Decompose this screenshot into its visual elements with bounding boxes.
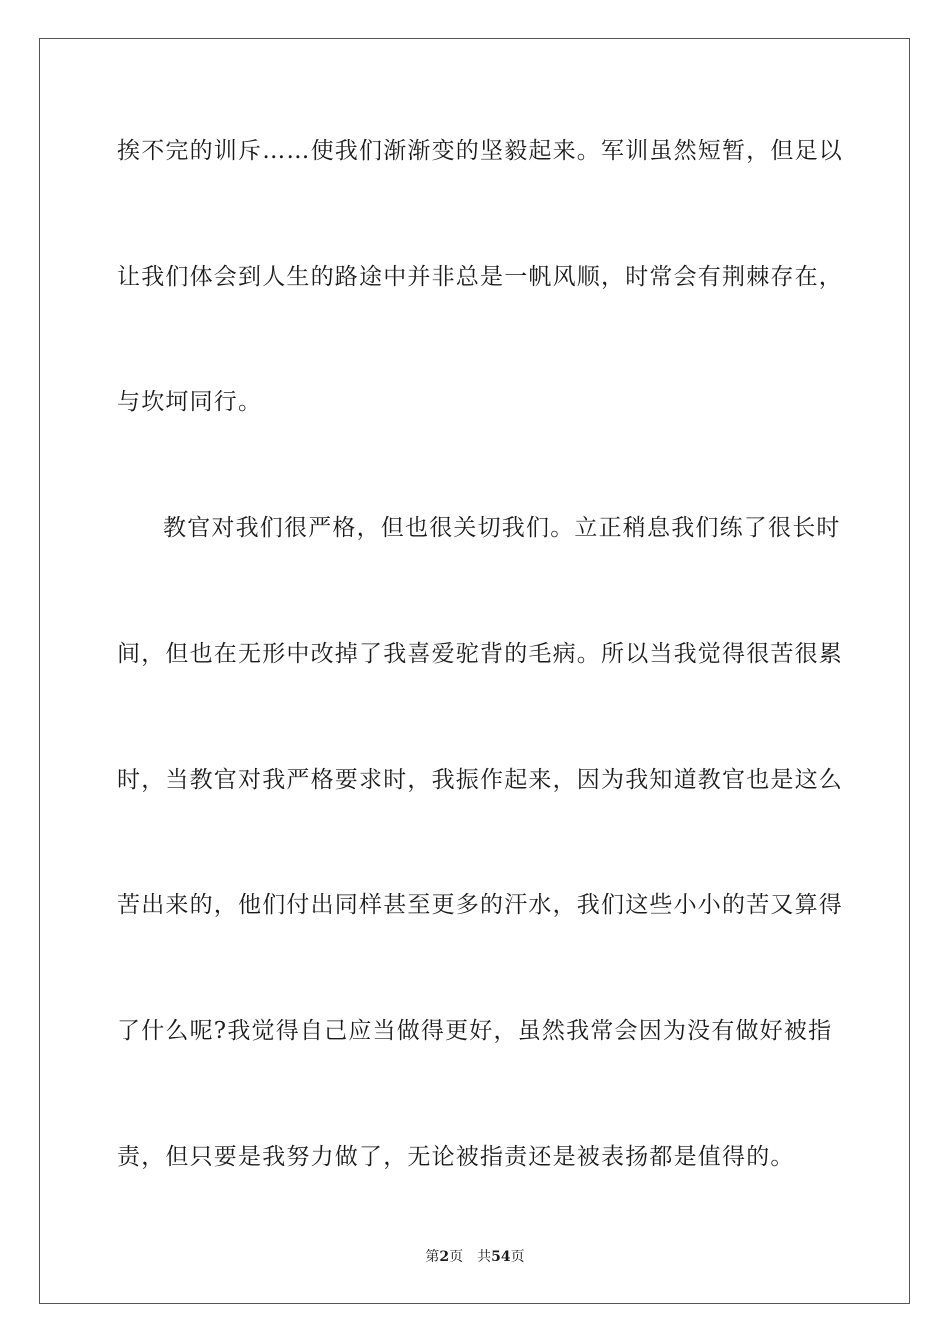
body-line-6: 时，当教官对我严格要求时，我振作起来，因为我知道教官也是这么	[117, 767, 843, 793]
body-line-3: 与坎坷同行。	[117, 389, 263, 415]
total-pages: 54	[491, 1249, 511, 1265]
body-line-1: 挨不完的训斥……使我们渐渐变的坚毅起来。军训虽然短暂，但足以	[117, 138, 843, 164]
total-prefix: 共	[477, 1249, 492, 1265]
page-prefix: 第	[425, 1249, 440, 1265]
body-line-5: 间，但也在无形中改掉了我喜爱驼背的毛病。所以当我觉得很苦很累	[117, 641, 843, 667]
body-line-9: 责，但只要是我努力做了，无论被指责还是被表扬都是值得的。	[117, 1144, 795, 1170]
body-line-4-paragraph-start: 教官对我们很严格，但也很关切我们。立正稍息我们练了很长时	[163, 515, 841, 541]
page-footer	[0, 1247, 950, 1267]
body-line-8: 了什么呢?我觉得自己应当做得更好，虽然我常会因为没有做好被指	[117, 1018, 833, 1044]
total-suffix: 页	[510, 1249, 525, 1265]
page-suffix: 页	[449, 1249, 464, 1265]
page-number: 2	[439, 1249, 450, 1265]
page-border	[39, 38, 910, 1304]
body-line-7: 苦出来的，他们付出同样甚至更多的汗水，我们这些小小的苦又算得	[117, 892, 843, 918]
body-line-2: 让我们体会到人生的路途中并非总是一帆风顺，时常会有荆棘存在，	[117, 264, 843, 290]
